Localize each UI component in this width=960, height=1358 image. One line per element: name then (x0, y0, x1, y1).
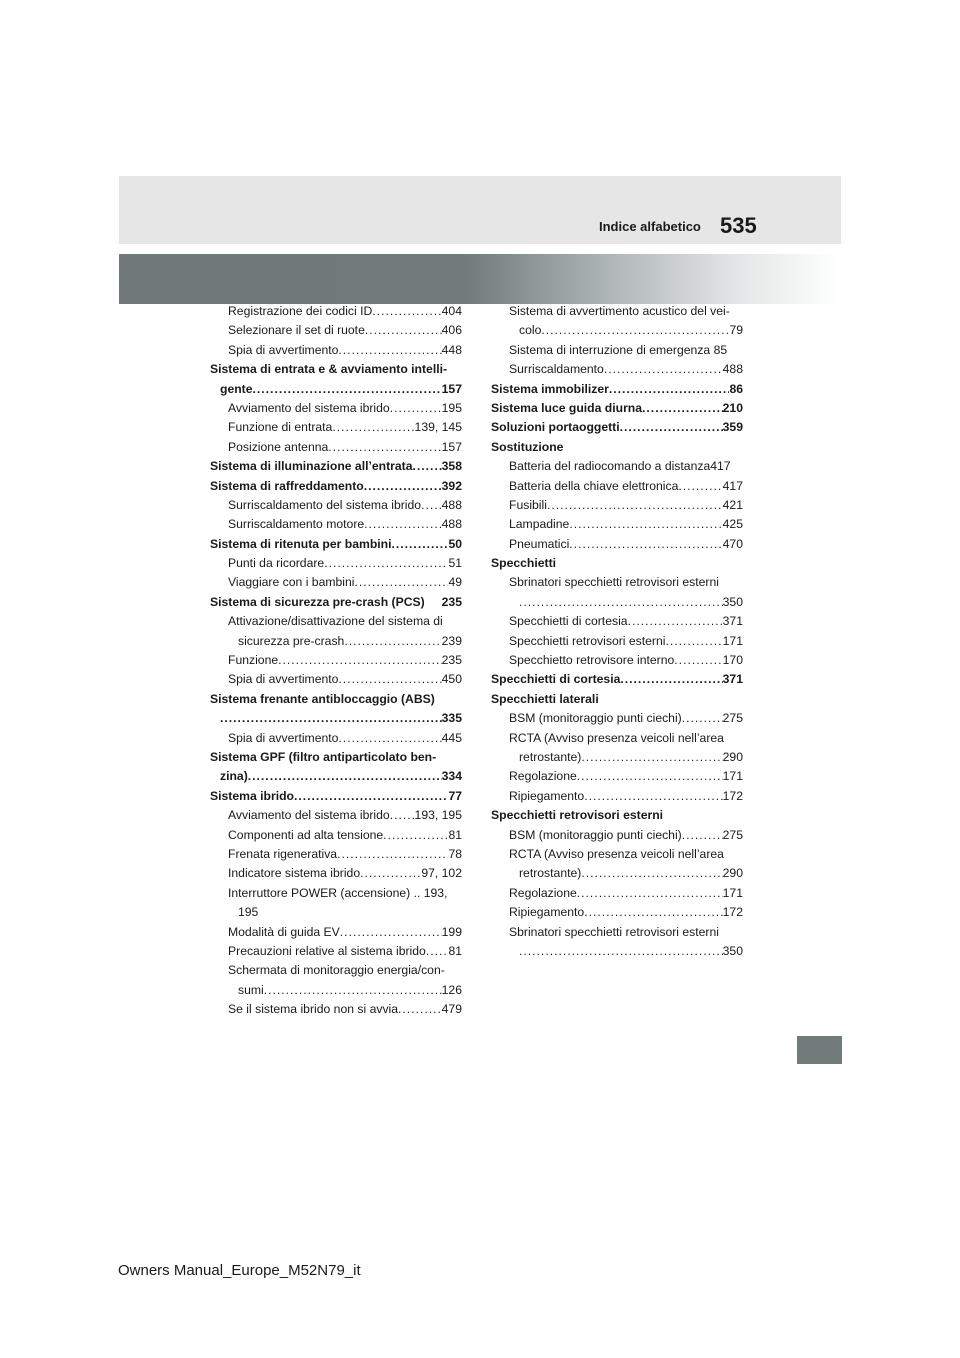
index-subentry (491, 942, 743, 961)
entry-text: gente (220, 381, 253, 396)
page-ref: 392 (441, 478, 462, 493)
index-subentry (210, 302, 462, 321)
dot-leader (332, 418, 414, 437)
index-subentry (491, 748, 743, 767)
index-subentry (210, 729, 462, 748)
index-entry (210, 787, 462, 806)
page-ref: 334 (441, 769, 462, 784)
index-entry (210, 709, 462, 728)
entry-text: Ripiegamento (509, 788, 585, 803)
page-ref: 157 (441, 381, 462, 396)
page-ref: 450 (441, 672, 462, 687)
page-ref: 97, 102 (421, 866, 462, 881)
index-subentry (491, 496, 743, 515)
dot-leader (344, 632, 441, 651)
dot-leader (337, 845, 448, 864)
index-subentry (491, 360, 743, 379)
entry-text: Regolazione (509, 885, 577, 900)
page-ref: 488 (441, 497, 462, 512)
dot-leader (413, 457, 442, 476)
page-ref: 79 (729, 323, 743, 338)
index-subentry (491, 593, 743, 612)
dot-leader (577, 884, 723, 903)
entry-text: Surriscaldamento del sistema ibrido (228, 497, 422, 512)
entry-text: Lampadine (509, 517, 570, 532)
entry-text: Indicatore sistema ibrido (228, 866, 361, 881)
page-ref: 50 (448, 536, 462, 551)
dot-leader (278, 651, 442, 670)
index-subentry (491, 767, 743, 786)
dot-leader (383, 826, 448, 845)
dot-leader (421, 496, 442, 515)
index-subentry (210, 806, 462, 825)
entry-text: Specchietto retrovisore interno (509, 653, 675, 668)
dot-leader (577, 767, 723, 786)
page-ref: 86 (729, 381, 743, 396)
page-ref: 199 (441, 924, 462, 939)
dot-leader (682, 709, 723, 728)
page-ref: 406 (441, 323, 462, 338)
entry-text: Spia di avvertimento (228, 342, 339, 357)
dot-leader (390, 806, 415, 825)
entry-text: Precauzioni relative al sistema ibrido (228, 943, 426, 958)
index-subentry: RCTA (Avviso presenza veicoli nell’area (509, 846, 724, 861)
dot-leader (324, 554, 448, 573)
index-subentry: Schermata di monitoraggio energia/con- (228, 963, 445, 978)
header-gradient-bar (119, 254, 841, 304)
index-subentry: Batteria del radiocomando a distanza417 (509, 459, 731, 474)
entry-text: Funzione (228, 653, 279, 668)
dot-leader (338, 341, 441, 360)
entry-text: Spia di avvertimento (228, 672, 339, 687)
index-subentry (491, 651, 743, 670)
entry-text: Sistema di raffreddamento (210, 478, 364, 493)
dot-leader (338, 729, 441, 748)
dot-leader (604, 360, 723, 379)
page-ref: 126 (441, 982, 462, 997)
dot-leader (253, 380, 442, 399)
index-subentry (210, 981, 462, 1000)
index-subentry (491, 903, 743, 922)
entry-text: Componenti ad alta tensione (228, 827, 384, 842)
page-ref: 358 (441, 459, 462, 474)
index-entry: Sistema frenante antibloccaggio (ABS) (210, 691, 435, 706)
entry-text: Viaggiare con i bambini (228, 575, 355, 590)
page-ref: 275 (722, 711, 743, 726)
page-ref: 49 (448, 575, 462, 590)
page-ref: 172 (722, 905, 743, 920)
dot-leader (620, 418, 723, 437)
entry-text: Avviamento del sistema ibrido (228, 808, 390, 823)
dot-leader (581, 864, 722, 883)
dot-leader (390, 399, 442, 418)
dot-leader (426, 942, 449, 961)
entry-text: Sistema ibrido (210, 788, 294, 803)
index-subentry (210, 864, 462, 883)
entry-text: Specchietti di cortesia (491, 672, 621, 687)
page-ref: 335 (441, 711, 462, 726)
page-ref: 78 (448, 846, 462, 861)
entry-text: Frenata rigenerativa (228, 846, 338, 861)
index-column-left (210, 302, 462, 1019)
index-subentry (210, 399, 462, 418)
index-entry: Specchietti retrovisori esterni (491, 808, 664, 823)
entry-text: Sistema di ritenuta per bambini (210, 536, 392, 551)
dot-leader (584, 787, 722, 806)
index-subentry (210, 341, 462, 360)
entry-text: colo (519, 323, 542, 338)
index-subentry (491, 864, 743, 883)
page-number: 535 (720, 213, 757, 238)
page-ref: 239 (441, 633, 462, 648)
page-ref: 359 (722, 420, 743, 435)
dot-leader (678, 477, 722, 496)
index-subentry (210, 438, 462, 457)
entry-text: Sistema di illuminazione all’entrata (210, 459, 413, 474)
index-subentry (491, 477, 743, 496)
index-subentry (210, 923, 462, 942)
index-subentry (210, 670, 462, 689)
dot-leader (609, 380, 730, 399)
index-subentry (210, 942, 462, 961)
page-ref: 235 (441, 653, 462, 668)
footer-text: Owners Manual_Europe_M52N79_it (118, 1262, 361, 1279)
page-ref: 81 (448, 943, 462, 958)
index-subentry (210, 1000, 462, 1019)
dot-leader (365, 321, 442, 340)
page-ref: 371 (722, 614, 743, 629)
index-subentry (491, 321, 743, 340)
entry-text: Selezionare il set di ruote (228, 323, 365, 338)
page-ref: 170 (722, 653, 743, 668)
dot-leader (392, 535, 449, 554)
entry-text: Registrazione dei codici ID (228, 304, 373, 318)
page-ref: 404 (441, 304, 462, 318)
index-subentry (210, 651, 462, 670)
page-ref: 350 (722, 594, 743, 609)
entry-text: Specchietti retrovisori esterni (509, 633, 666, 648)
dot-leader (220, 709, 442, 728)
index-entry (210, 767, 462, 786)
index-entry: Sistema di entrata e & avviamento intelli- (210, 362, 448, 377)
page-ref: 51 (448, 556, 462, 571)
page-ref: 275 (722, 827, 743, 842)
entry-text: Funzione di entrata (228, 420, 333, 435)
index-column-right (491, 302, 743, 961)
entry-text: Se il sistema ibrido non si avvia (228, 1002, 399, 1017)
dot-leader (328, 438, 441, 457)
entry-text: Avviamento del sistema ibrido (228, 400, 390, 415)
page-ref: 470 (722, 536, 743, 551)
dot-leader (569, 535, 722, 554)
dot-leader (569, 515, 722, 534)
index-entry (210, 477, 462, 496)
entry-text: Sistema di sicurezza pre-crash (PCS) (210, 594, 425, 609)
section-title: Indice alfabetico (599, 219, 701, 234)
dot-leader (584, 903, 722, 922)
index-entry (491, 418, 743, 437)
page-ref: 171 (722, 885, 743, 900)
page-ref: 417 (722, 478, 743, 493)
index-subentry (491, 612, 743, 631)
index-entry: Specchietti laterali (491, 691, 599, 706)
index-subentry (210, 321, 462, 340)
page-ref: 210 (722, 400, 743, 415)
dot-leader (338, 670, 441, 689)
dot-leader (620, 670, 722, 689)
dot-leader (264, 981, 442, 1000)
dot-leader (628, 612, 723, 631)
index-subentry: Sbrinatori specchietti retrovisori esterni (509, 924, 719, 939)
index-entry (210, 593, 462, 612)
index-entry (491, 380, 743, 399)
index-entry (210, 535, 462, 554)
page-ref: 193, 195 (414, 808, 462, 823)
index-entry (210, 380, 462, 399)
page-ref: 139, 145 (414, 420, 462, 435)
dot-leader (665, 632, 722, 651)
index-subentry: Sbrinatori specchietti retrovisori esterni (509, 575, 719, 590)
index-subentry: 195 (238, 905, 259, 920)
index-subentry: Attivazione/disattivazione del sistema di (228, 614, 443, 629)
entry-text: Surriscaldamento (509, 362, 604, 377)
page-ref: 290 (722, 749, 743, 764)
dot-leader (519, 942, 723, 961)
dot-leader (360, 864, 421, 883)
entry-text: Regolazione (509, 769, 577, 784)
dot-leader (547, 496, 723, 515)
index-subentry: Sistema di interruzione di emergenza 85 (509, 342, 728, 357)
index-entry (210, 457, 462, 476)
entry-text: Soluzioni portaoggetti (491, 420, 620, 435)
index-entry: Sistema GPF (filtro antiparticolato ben- (210, 749, 437, 764)
dot-leader (340, 923, 442, 942)
dot-leader (541, 321, 729, 340)
page-ref: 195 (441, 400, 462, 415)
dot-leader (682, 826, 723, 845)
entry-text: BSM (monitoraggio punti ciechi) (509, 827, 682, 842)
page-ref: 425 (722, 517, 743, 532)
page-ref: 448 (441, 342, 462, 357)
index-entry (491, 670, 743, 689)
dot-leader (354, 573, 448, 592)
page-ref: 77 (448, 788, 462, 803)
entry-text: Batteria della chiave elettronica (509, 478, 679, 493)
dot-leader (581, 748, 722, 767)
index-entry: Specchietti (491, 556, 557, 571)
entry-text: BSM (monitoraggio punti ciechi) (509, 711, 682, 726)
index-subentry (491, 787, 743, 806)
index-subentry: Sistema di avvertimento acustico del vei- (509, 304, 730, 318)
index-entry (491, 399, 743, 418)
index-subentry (491, 884, 743, 903)
index-subentry (210, 496, 462, 515)
index-subentry (210, 515, 462, 534)
page-ref: 171 (722, 633, 743, 648)
dot-leader (519, 593, 723, 612)
page-ref: 445 (441, 730, 462, 745)
page-ref: 235 (441, 594, 462, 609)
entry-text: Punti da ricordare (228, 556, 325, 571)
entry-text: Sistema luce guida diurna (491, 400, 643, 415)
index-subentry (491, 535, 743, 554)
dot-leader (364, 515, 442, 534)
page-ref: 172 (722, 788, 743, 803)
index-subentry (491, 826, 743, 845)
index-subentry (210, 418, 462, 437)
page-ref: 157 (441, 439, 462, 454)
page-ref: 350 (722, 943, 743, 958)
entry-text: Surriscaldamento motore (228, 517, 365, 532)
page-ref: 171 (722, 769, 743, 784)
entry-text: sumi (238, 982, 264, 997)
page-ref: 479 (441, 1002, 462, 1017)
index-subentry (491, 632, 743, 651)
dot-leader (364, 477, 442, 496)
index-subentry (210, 554, 462, 573)
dot-leader (674, 651, 722, 670)
dot-leader (294, 787, 448, 806)
entry-text: retrostante) (519, 749, 582, 764)
entry-text: Modalità di guida EV (228, 924, 340, 939)
entry-text: Pneumatici (509, 536, 570, 551)
index-subentry (210, 632, 462, 651)
index-subentry (210, 573, 462, 592)
page-ref: 81 (448, 827, 462, 842)
entry-text: Spia di avvertimento (228, 730, 339, 745)
entry-text: sicurezza pre-crash (238, 633, 345, 648)
dot-leader (398, 1000, 442, 1019)
entry-text: Ripiegamento (509, 905, 585, 920)
entry-text: zina) (220, 769, 248, 784)
index-subentry (491, 515, 743, 534)
page-ref: 371 (722, 672, 743, 687)
section-thumb-tab (797, 1036, 842, 1064)
entry-text: Fusibili (509, 497, 547, 512)
index-subentry (210, 845, 462, 864)
dot-leader (372, 302, 441, 321)
entry-text: Specchietti di cortesia (509, 614, 628, 629)
page-ref: 290 (722, 866, 743, 881)
page-ref: 488 (722, 362, 743, 377)
entry-text: Sistema immobilizer (491, 381, 609, 396)
dot-leader (642, 399, 723, 418)
dot-leader (248, 767, 442, 786)
index-subentry (210, 826, 462, 845)
index-subentry: Interruttore POWER (accensione) .. 193, (228, 885, 448, 900)
page-ref: 488 (441, 517, 462, 532)
index-subentry (491, 709, 743, 728)
index-entry: Sostituzione (491, 439, 564, 454)
entry-text: Posizione antenna (228, 439, 329, 454)
index-subentry: RCTA (Avviso presenza veicoli nell’area (509, 730, 724, 745)
entry-text: retrostante) (519, 866, 582, 881)
page-ref: 421 (722, 497, 743, 512)
